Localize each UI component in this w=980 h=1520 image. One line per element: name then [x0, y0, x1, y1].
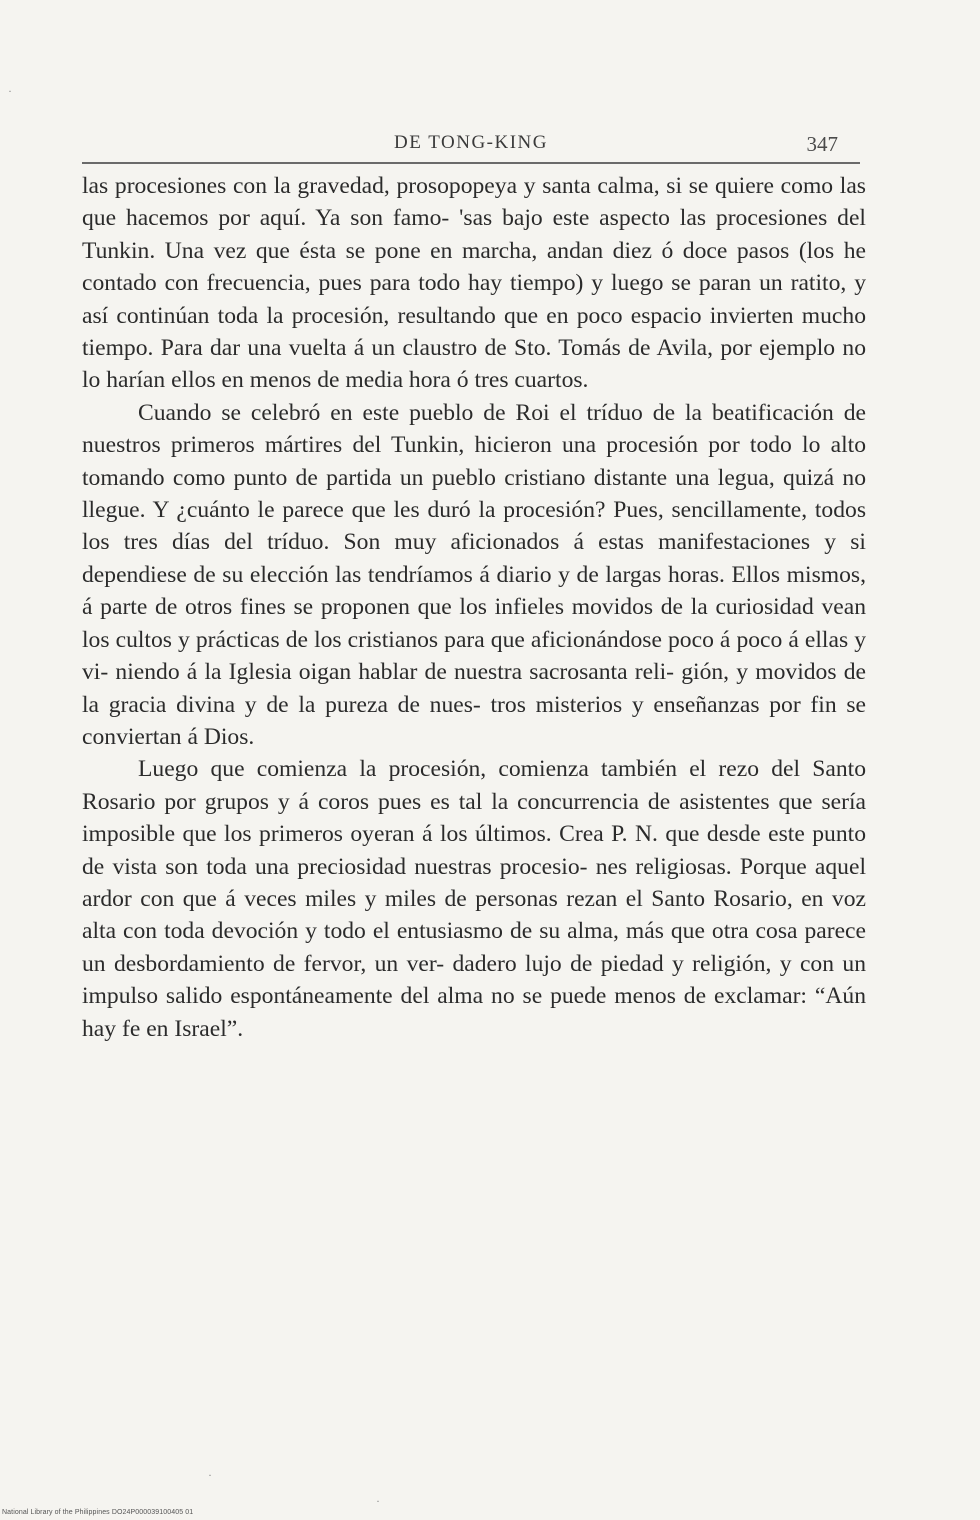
scan-speck: · [8, 84, 12, 98]
running-head: DE TONG-KING [394, 132, 548, 153]
paragraph-3: Luego que comienza la procesión, comienza también el rezo del Santo Rosario por grupos y á coros pues es tal la concurrencia de asistentes que sería imposible que los primeros oyeran á los últimos. Crea P. N. que desde este punto de vista son toda una preciosidad nuestras procesio- nes religiosas. Porque aquel ardor con que á veces miles y miles de personas rezan el Santo Rosario, en voz alta con toda devoción y todo el entusiasmo de su alma, más que otra cosa parece un desbordamiento de fervor, un ver- dadero lujo de piedad y religión, y con un impulso salido espontáneamente del alma no se puede menos de exclamar: “Aún hay fe en Israel”. [82, 756, 866, 1042]
paragraph-2: Cuando se celebró en este pueblo de Roi el tríduo de la beatificación de nuestros primeros mártires del Tunkin, hicieron una procesión por todo lo alto tomando como punto de partida un pueblo cristiano distante una legua, quizá no llegue. Y ¿cuánto le parece que les duró la procesión? Pues, sencillamente, todos los tres días del tríduo. Son muy aficionados á estas manifestaciones y si dependiese de su elección las tendríamos á diario y de largas horas. Ellos mismos, á parte de otros fines se proponen que los infieles movidos de la curiosidad vean los cultos y prácticas de los cristianos para que aficionándose poco á poco á ellas y vi- niendo á la Iglesia oigan hablar de nuestra sacrosanta reli- gión, y movidos de la gracia divina y de la pureza de nues- tros misterios y enseñanzas por fin se conviertan á Dios. [82, 399, 866, 750]
body-text [82, 170, 866, 1045]
scan-speck: · [376, 1494, 380, 1508]
page-header [82, 128, 860, 164]
scan-credit: National Library of the Philippines DO24P000039100405 01 [2, 1509, 194, 1516]
paragraph-1: las procesiones con la gravedad, prosopopeya y santa calma, si se quiere como las que hacemos por aquí. Ya son famo- 'sas bajo este aspecto las procesiones del Tunkin. Una vez que ésta se pone en marcha, andan diez ó doce pasos (los he contado con frecuencia, pues para todo hay tiempo) y luego se paran un ratito, y así continúan toda la procesión, resultando que en poco espacio invierten mucho tiempo. Para dar una vuelta á un claustro de Sto. Tomás de Avila, por ejemplo no lo harían ellos en menos de media hora ó tres cuartos. [82, 173, 866, 394]
scan-speck: · [208, 1468, 212, 1482]
page-number: 347 [806, 132, 838, 156]
